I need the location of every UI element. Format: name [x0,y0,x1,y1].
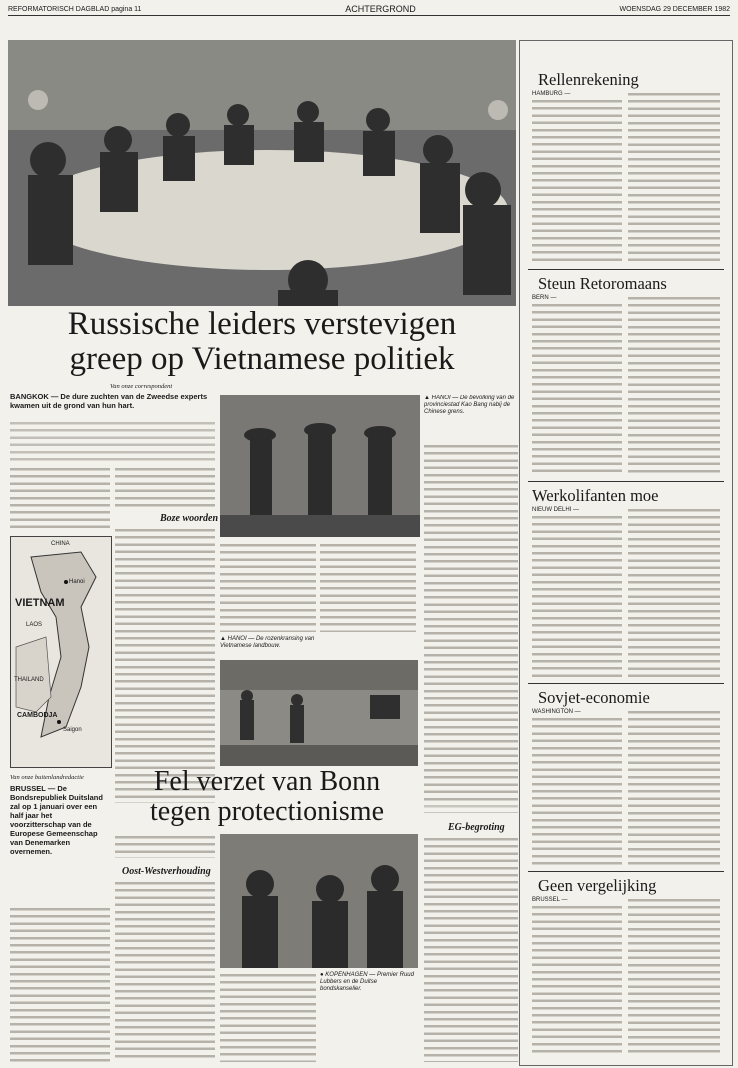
sidebar-text-rellenrekening-b [628,91,720,264]
article1-col4-body [320,542,416,632]
map-label-saigon: Saigon [63,727,82,733]
article2-subhead-oostwest: Oost-Westverhouding [122,866,211,877]
article1-photo-field [220,660,418,766]
article2-photo-kopenhagen [220,834,418,968]
article1-col5-body [424,443,518,803]
article1-headline [10,308,514,376]
sidebar-text-retoromaans-a [532,302,622,475]
sidebar-title-werkolifanten: Werkolifanten moe [532,486,659,505]
sidebar-title-rellenrekening: Rellenrekening [538,70,639,89]
masthead-center: ACHTERGROND [345,4,416,14]
article2-lead [10,784,110,856]
article1-col2-text [115,466,215,510]
article1-caption-landbouw: ▲ HANOI — De rozenkransing van Vietnamese landbouw. [220,636,315,650]
sidebar-dateline-hamburg: HAMBURG — [532,91,571,97]
masthead-left: REFORMATORISCH DAGBLAD pagina 11 [8,5,142,13]
article1-col3-body [220,542,316,632]
article1-subhead-boze: Boze woorden [160,513,219,524]
sidebar-dateline-washington: WASHINGTON — [532,709,581,715]
article2-lead-text: BRUSSEL — De Bondsrepubliek Duitsland zal op 1 januari over een half jaar het voorzitterschap van de Europese Gemeenschap van Denemarken overnemen. [10,784,103,856]
map-label-china: CHINA [51,541,70,547]
map-label-cambodja: CAMBODJA [17,712,58,719]
main-photo [8,40,516,306]
masthead-right: WOENSDAG 29 DECEMBER 1982 [619,5,730,13]
sidebar-title-retoromaans: Steun Retoromaans [538,274,667,293]
sidebar-dateline-bern: BERN — [532,295,557,301]
sidebar-dateline-brussel: BRUSSEL — [532,897,568,903]
article1-lead [10,392,215,411]
article2-subhead-eg: EG-begroting [448,822,505,833]
article2-headline [112,768,422,826]
sidebar-divider-3 [528,683,724,684]
sidebar-divider-4 [528,871,724,872]
article1-col6-tail [424,803,518,813]
article2-col2-text [115,834,215,858]
map-label-laos: LAOS [26,622,43,628]
article2-headline-line1: Fel verzet van Bonn [153,766,381,797]
sidebar-text-werkolifanten-b [628,507,720,678]
sidebar-text-sovjet-a [532,716,622,866]
page-masthead [8,3,730,16]
article1-byline: Van onze correspondent [110,383,173,390]
sidebar-text-vergelijking-a [532,904,622,1056]
article1-photo-soldiers [220,395,420,537]
article1-headline-line2: greep op Vietnamese politiek [69,341,455,377]
article2-headline-line2: tegen protectionisme [149,796,385,827]
article2-col-right [424,836,518,1062]
sidebar-text-rellenrekening-a [532,98,622,264]
vietnam-map [10,536,112,768]
article1-col2b-text [115,527,215,803]
sidebar-title-geen-vergelijking: Geen vergelijking [538,876,657,895]
article2-byline: Van onze buitenlandredactie [10,774,84,781]
sidebar-divider-1 [528,269,724,270]
article2-col3-text [220,972,316,1062]
sidebar-title-sovjet-economie: Sovjet-economie [538,688,650,707]
map-title: VIETNAM [15,597,65,609]
article1-col1-text [10,466,110,532]
map-label-hanoi: Hanoi [69,579,85,585]
article1-lead-text: BANGKOK — De dure zuchten van de Zweedse experts kwamen uit de grond van hun hart. [10,392,208,411]
sidebar-text-retoromaans-b [628,295,720,475]
sidebar-text-sovjet-b [628,709,720,866]
sidebar-divider-2 [528,481,724,482]
article2-caption-kopenhagen: ● KOPENHAGEN — Premier Ruud Lubbers en de Duitse bondskanselier. [320,972,414,993]
article2-col2b-text [115,880,215,1062]
article1-col3-text [219,392,220,393]
article1-headline-line1: Russische leiders verstevigen [67,306,457,342]
sidebar-dateline-delhi: NIEUW DELHI — [532,507,580,513]
sidebar-text-vergelijking-b [628,897,720,1056]
article2-col1-text [10,906,110,1062]
news-sidebar [519,40,733,1066]
map-label-thailand: THAILAND [14,677,44,683]
article1-lead-continued [10,420,215,462]
article1-caption-kao-bang: ▲ HANOI — De bevolking van de provinciestad Kao Bang nabij de Chinese grens. [424,395,515,416]
sidebar-text-werkolifanten-a [532,514,622,678]
